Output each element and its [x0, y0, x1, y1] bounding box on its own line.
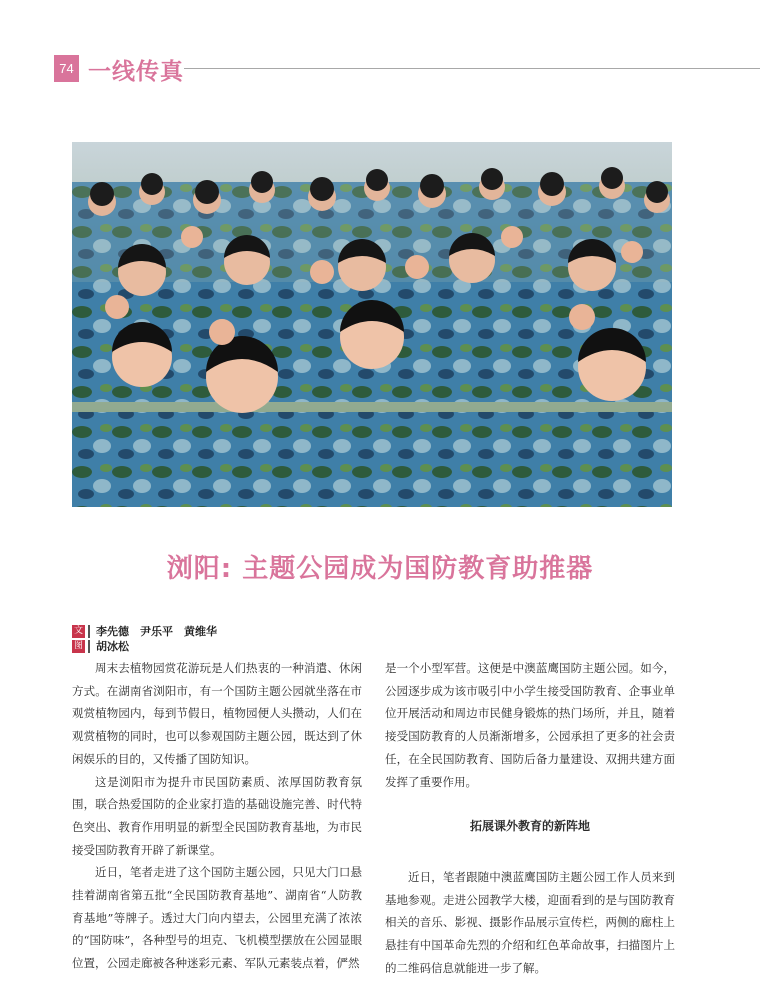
section-title: 一线传真 — [88, 59, 184, 85]
article-title: 浏阳: 主题公园成为国防教育助推器 — [166, 554, 594, 584]
subheading: 拓展课外教育的新阵地 — [469, 819, 590, 834]
byline-photo-tag: 图 — [73, 641, 83, 651]
right-column — [385, 657, 675, 979]
header-divider — [184, 68, 760, 69]
paragraph: 这是浏阳市为提升市民国防素质、浓厚国防教育氛围，联合热爱国防的企业家打造的基础设施完善、时代特色突出、教育作用明显的新型全民国防教育基地，为市民接受国防教育开辟了新课堂。 — [72, 774, 362, 857]
paragraph: 近日，笔者走进了这个国防主题公园，只见大门口悬挂着湖南省第五批“全民国防教育基地”、湖南省“人防教育基地”等牌子。透过大门向内望去，公园里充满了浓浓的“国防味”，各种型号的坦克、飞机模型摆放在公园显眼位置，公园走廊被各种迷彩元素、军队元素装点着，俨然 — [72, 865, 362, 971]
page-number: 74 — [54, 55, 79, 82]
byline-divider — [88, 640, 90, 653]
paragraph: 是一个小型军营。这便是中澳蓝鹰国防主题公园。如今，公园逐步成为该市吸引中小学生接受国防教育、企事业单位开展活动和周边市民健身锻炼的热门场所，并且，随着接受国防教育的人员渐渐增多，公园承担了更多的社会责任，在全民国防教育、国防后备力量建设、双拥共建方面发挥了重要作用。 — [385, 661, 675, 789]
byline-text-authors: 李先德 尹乐平 黄维华 — [96, 625, 217, 638]
byline-divider — [88, 625, 90, 638]
byline-text-tag: 文 — [73, 626, 83, 636]
byline-photo-authors: 胡冰松 — [96, 640, 129, 653]
photo-illustration — [72, 142, 672, 507]
paragraph: 近日，笔者跟随中澳蓝鹰国防主题公园工作人员来到基地参观。走进公园教学大楼，迎面看到的是与国防教育相关的音乐、影视、摄影作品展示宣传栏，两侧的廊柱上悬挂有中国革命先烈的介绍和红色革命故事，扫描图片上的二维码信息就能进一步了解。 — [385, 869, 675, 975]
left-column — [72, 657, 362, 975]
paragraph: 周末去植物园赏花游玩是人们热衷的一种消遣、休闲方式。在湖南省浏阳市，有一个国防主题公园就坐落在市观赏植物园内，每到节假日，植物园便人头攒动，人们在观赏植物的同时，也可以参观国防主题公园，既达到了休闲娱乐的目的，又传播了国防知识。 — [72, 661, 362, 766]
article-photo — [72, 142, 672, 507]
